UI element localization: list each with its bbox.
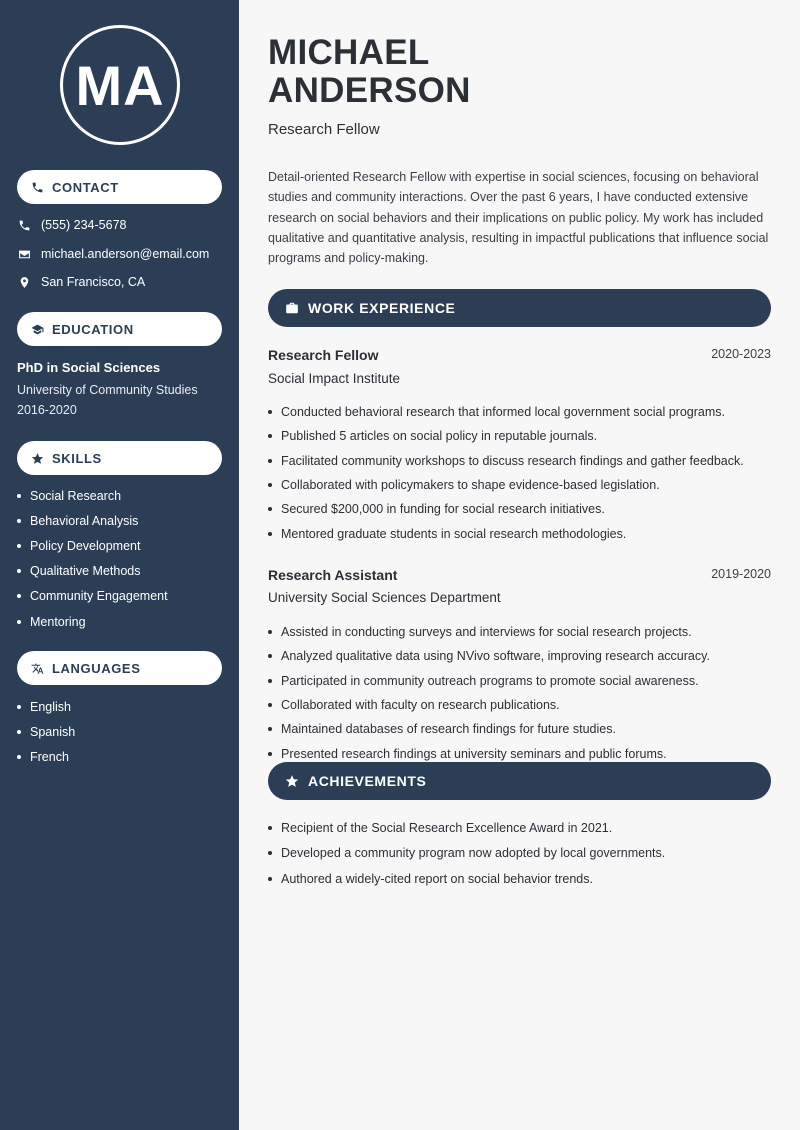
list-item: Developed a community program now adopted by local governments. [268, 841, 772, 867]
job-title: Research Assistant [268, 567, 398, 583]
section-header-skills [17, 441, 222, 475]
job-bullets [268, 400, 772, 546]
list-item: Authored a widely-cited report on social behavior trends. [268, 866, 772, 892]
job-company: University Social Sciences Department [268, 590, 501, 605]
section-header-contact [17, 170, 222, 204]
phone-text: (555) 234-5678 [41, 218, 127, 232]
profile-summary: Detail-oriented Research Fellow with expertise in social sciences, focusing on behavioral studies and community interactions. Over the past 6 years, I have conducted extensive research on social behaviors and their implications on public policy. My work has included qualitative and quantitative analysis, resulting in impactful publications that influence social programs and policy-making. [268, 170, 769, 266]
envelope-icon [18, 248, 31, 261]
section-title: ACHIEVEMENTS [308, 773, 427, 789]
section-title: EDUCATION [52, 321, 134, 337]
list-item: Mentored graduate students in social research methodologies. [268, 521, 772, 545]
languages-list [17, 694, 75, 769]
list-item: Conducted behavioral research that informed local government social programs. [268, 400, 772, 424]
list-item: Collaborated with policymakers to shape evidence-based legislation. [268, 473, 772, 497]
list-item: Behavioral Analysis [17, 508, 168, 533]
person-name [268, 34, 471, 110]
section-header-achievements [268, 762, 771, 800]
list-item: Maintained databases of research findings for future studies. [268, 717, 772, 741]
list-item: Social Research [17, 483, 168, 508]
phone-icon [18, 219, 31, 232]
star-icon [285, 774, 299, 788]
list-item: Qualitative Methods [17, 559, 168, 584]
section-title: CONTACT [52, 179, 119, 195]
skills-list [17, 483, 168, 634]
section-header-education [17, 312, 222, 346]
list-item: Recipient of the Social Research Excellence Award in 2021. [268, 815, 772, 841]
list-item: Facilitated community workshops to discuss research findings and gather feedback. [268, 449, 772, 473]
section-header-languages [17, 651, 222, 685]
list-item: Mentoring [17, 609, 168, 634]
list-item: Policy Development [17, 533, 168, 558]
contact-email [18, 247, 209, 261]
location-text: San Francisco, CA [41, 275, 146, 289]
briefcase-icon [285, 301, 299, 315]
list-item: Published 5 articles on social policy in reputable journals. [268, 424, 772, 448]
list-item: English [17, 694, 75, 719]
section-title: SKILLS [52, 450, 102, 466]
section-title: WORK EXPERIENCE [308, 300, 456, 316]
job-company: Social Impact Institute [268, 371, 401, 386]
list-item: Collaborated with faculty on research publications. [268, 693, 772, 717]
contact-location [18, 275, 145, 289]
translate-icon [31, 662, 44, 675]
contact-phone [18, 218, 126, 232]
list-item: Analyzed qualitative data using NVivo software, improving research accuracy. [268, 644, 772, 668]
job-dates: 2019-2020 [711, 567, 771, 581]
star-icon [31, 452, 44, 465]
sidebar [0, 0, 239, 1130]
list-item: Secured $200,000 in funding for social research initiatives. [268, 497, 772, 521]
email-text: michael.anderson@email.com [41, 247, 210, 261]
graduation-cap-icon [31, 323, 44, 336]
job-role: Research Fellow [268, 121, 380, 138]
education-years: 2016-2020 [17, 403, 77, 417]
list-item: Spanish [17, 719, 75, 744]
job-dates: 2020-2023 [711, 347, 771, 361]
list-item: Community Engagement [17, 584, 168, 609]
list-item: French [17, 744, 75, 769]
list-item: Presented research findings at university seminars and public forums. [268, 741, 772, 765]
achievements-list [268, 815, 772, 892]
list-item: Assisted in conducting surveys and interviews for social research projects. [268, 620, 772, 644]
job-bullets [268, 620, 772, 766]
section-header-work-experience [268, 289, 771, 327]
phone-icon [31, 181, 44, 194]
name-last: ANDERSON [268, 71, 471, 110]
education-school: University of Community Studies [17, 383, 198, 397]
section-title: LANGUAGES [52, 660, 141, 676]
map-pin-icon [18, 276, 31, 289]
list-item: Participated in community outreach programs to promote social awareness. [268, 669, 772, 693]
avatar-monogram: MA [60, 25, 180, 145]
job-title: Research Fellow [268, 347, 379, 363]
name-first: MICHAEL [268, 33, 430, 72]
education-degree: PhD in Social Sciences [17, 360, 161, 375]
